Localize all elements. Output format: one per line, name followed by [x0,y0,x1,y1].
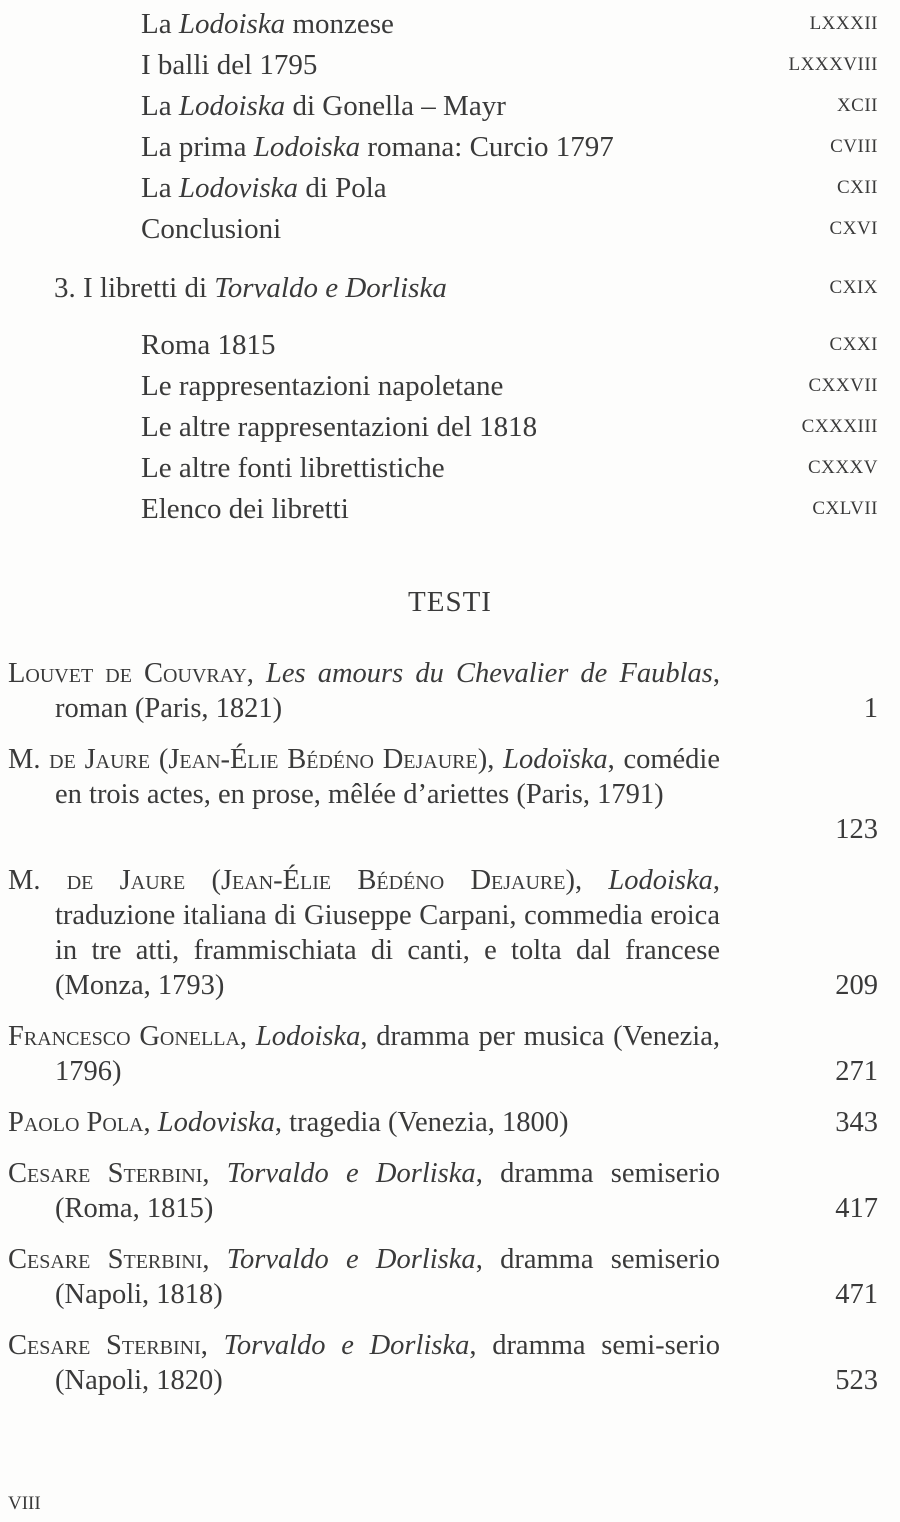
toc-entry-page: CXXVII [808,375,878,396]
text-entry-author: Louvet de Couvray [8,658,247,689]
toc-entry [0,86,900,126]
toc-entry-title: Le rappresentazioni napoletane [141,370,504,402]
text-entry-page: 123 [835,814,878,845]
text-entry: Cesare Sterbini, Torvaldo e Dorliska, dramma semiserio (Napoli, 1818) [8,1244,721,1310]
text-entry-page: 343 [835,1107,878,1138]
text-entry-page: 209 [835,970,878,1001]
toc-entry [0,325,900,365]
toc-entry [0,448,900,488]
text-entry-page: 1 [863,693,878,724]
text-entry-page: 471 [835,1279,878,1310]
toc-section-page: CXIX [829,277,878,298]
text-entry-title: Torvaldo e Dorliska [226,1158,476,1189]
text-entry: Paolo Pola, Lodoviska, tragedia (Venezia, 1800) [8,1107,569,1138]
toc-entry-page: CXII [836,177,878,198]
text-entry-title: Les amours du Chevalier de Faublas [266,658,713,689]
toc-entry-page: CXXXIII [801,416,878,437]
toc-entry-page: XCII [836,95,878,116]
toc-entry [0,4,900,44]
toc-entry [0,407,900,447]
text-entry-title: Lodoiska [608,865,713,896]
toc-entry [0,168,900,208]
toc-entry [0,45,900,85]
toc-entry-title: La Lodoiska monzese [141,8,394,40]
toc-entry [0,366,900,406]
page-number: VIII [8,1493,41,1514]
toc-entry-title: Roma 1815 [141,329,276,361]
text-entry: Cesare Sterbini, Torvaldo e Dorliska, dramma semiserio (Roma, 1815) [8,1158,721,1224]
text-entry-author: Paolo Pola [8,1107,144,1138]
text-entry: Louvet de Couvray, Les amours du Chevalier de Faublas, roman (Paris, 1821) [8,658,720,724]
toc-entry-title: La Lodoiska di Gonella – Mayr [141,90,506,122]
text-entry-author: M. de Jaure (Jean-Élie Bédéno Dejaure) [8,744,488,775]
text-entry-title: Lodoïska [503,744,608,775]
text-entry-author: Cesare Sterbini [8,1244,203,1275]
toc-entry-page: LXXXII [809,13,878,34]
text-entry: M. de Jaure (Jean-Élie Bédéno Dejaure), Lodoiska, traduzione italiana di Giuseppe Carpani, commedia eroica in tre atti, frammischiata di canti, e tolta dal francese (Monza, 1793) [8,865,720,1001]
toc-entry-page: CXLVII [812,498,878,519]
toc-entry [0,127,900,167]
toc-entry [0,209,900,249]
text-entry-title: Torvaldo e Dorliska [226,1244,476,1275]
text-entry-author: Cesare Sterbini [8,1330,201,1361]
toc-entry-page: CXXXV [807,457,878,478]
toc-entry-title: Elenco dei libretti [141,493,349,525]
text-entry: M. de Jaure (Jean-Élie Bédéno Dejaure), Lodoïska, comédie en trois actes, en prose, mêlée d’ariettes (Paris, 1791) [8,744,720,810]
text-entry-page: 523 [835,1365,878,1396]
text-entry-page: 271 [835,1056,878,1087]
toc-entry-title: Le altre fonti librettistiche [141,452,445,484]
toc-entry-page: CXXI [829,334,878,355]
text-entry: Francesco Gonella, Lodoiska, dramma per musica (Venezia, 1796) [8,1021,720,1087]
text-entry-page: 417 [835,1193,878,1224]
toc-entry-page: LXXXVIII [788,54,878,75]
toc-entry-page: CVIII [830,136,878,157]
toc-entry-title: I balli del 1795 [141,49,318,81]
toc-entry-title: Le altre rappresentazioni del 1818 [141,411,538,443]
toc-section-title: 3. I libretti di Torvaldo e Dorliska [54,272,447,304]
text-entry-author: Francesco Gonella [8,1021,240,1052]
testi-heading: TESTI [408,586,492,618]
toc-entry-title: Conclusioni [141,213,282,245]
toc-entry [0,489,900,529]
text-entry-title: Torvaldo e Dorliska [223,1330,470,1361]
toc-entry-page: CXVI [829,218,878,239]
toc-entry-title: La prima Lodoiska romana: Curcio 1797 [141,131,614,163]
text-entry-author: M. de Jaure (Jean-Élie Bédéno Dejaure) [8,865,575,896]
text-entry-author: Cesare Sterbini [8,1158,203,1189]
text-entry: Cesare Sterbini, Torvaldo e Dorliska, dramma semi-serio (Napoli, 1820) [8,1330,721,1396]
toc-section-heading [0,268,900,308]
text-entry-title: Lodoiska [255,1021,361,1052]
text-entry-title: Lodoviska [157,1107,275,1138]
toc-entry-title: La Lodoviska di Pola [141,172,387,204]
